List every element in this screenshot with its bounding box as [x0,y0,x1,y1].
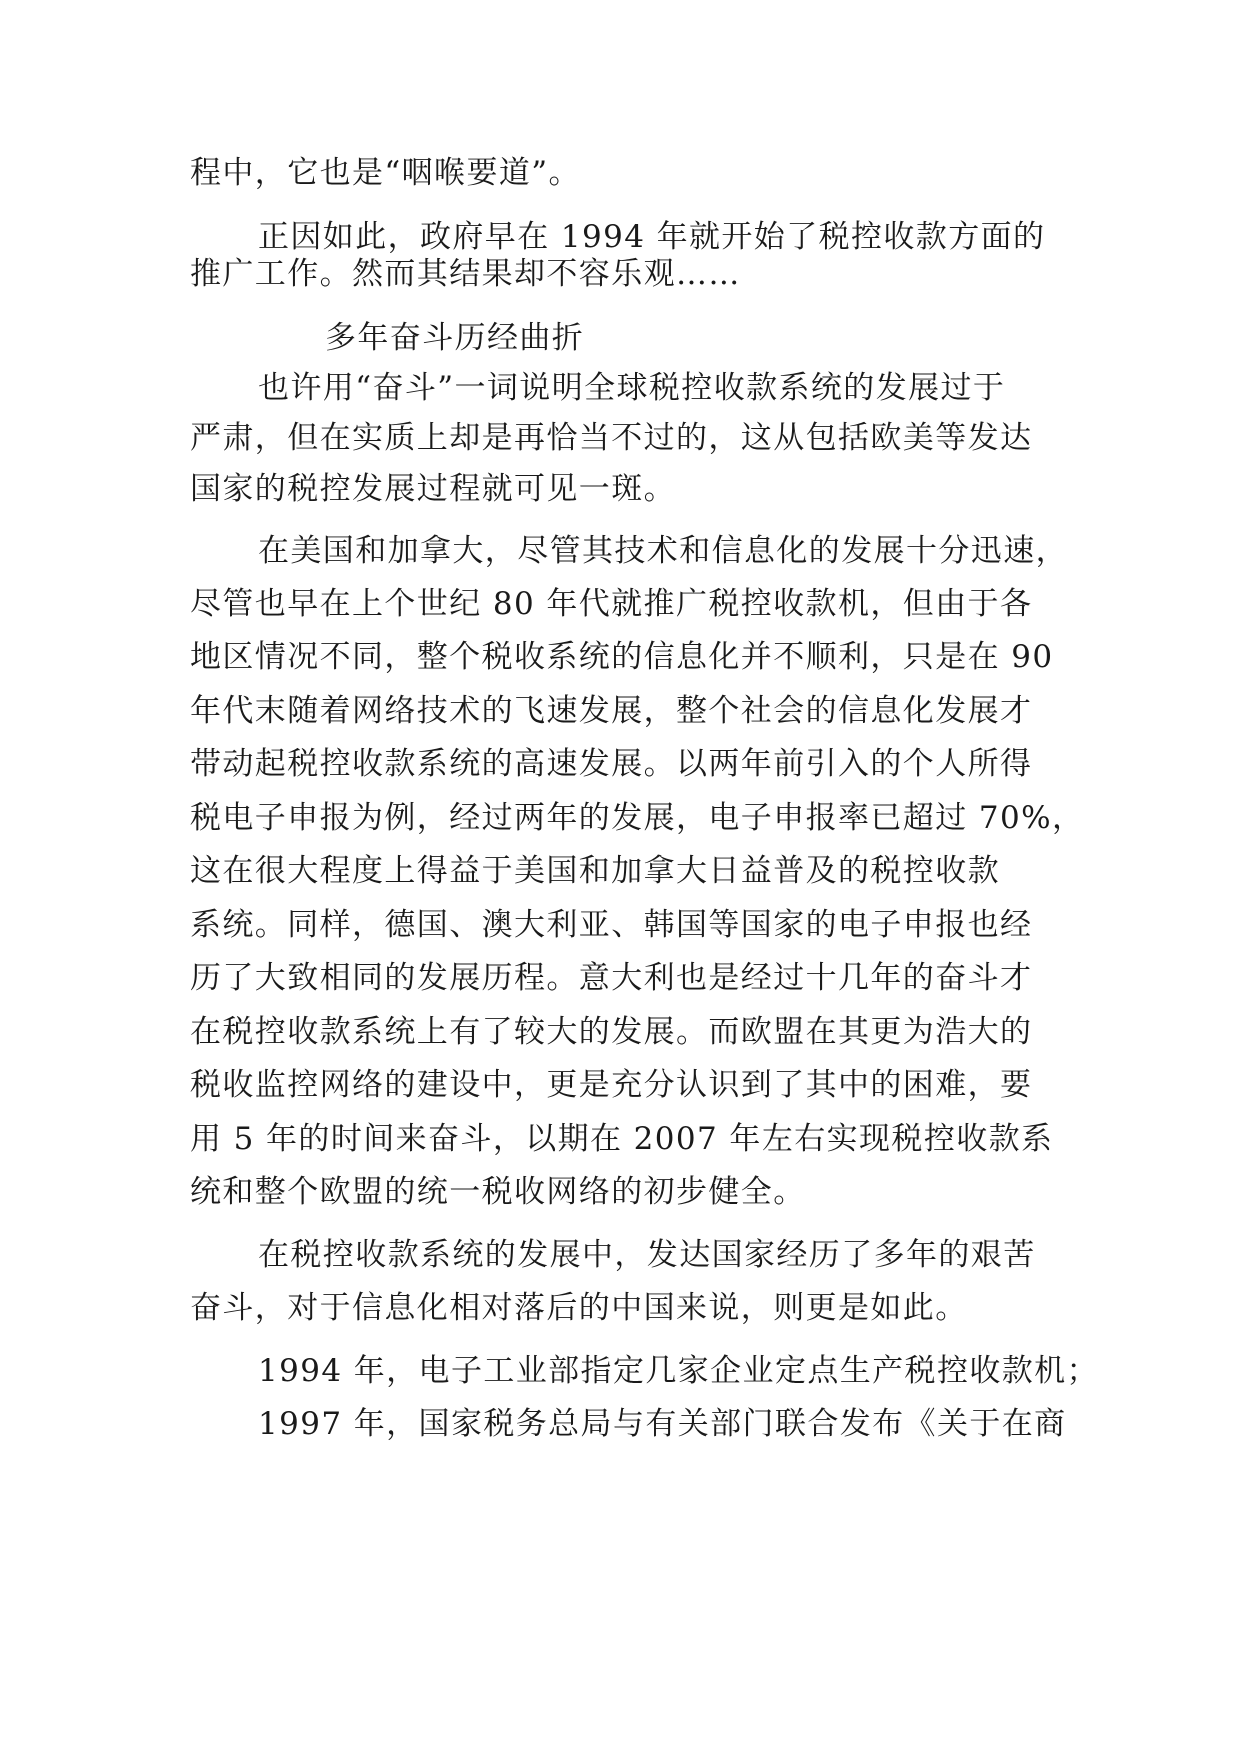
section-heading: 多年奋斗历经曲折 [325,320,585,356]
text-line: 用 5 年的时间来奋斗，以期在 2007 年左右实现税控收款系 [190,1121,1054,1157]
text-line: 国家的税控发展过程就可见一斑。 [190,471,676,507]
text-line: 年代末随着网络技术的飞速发展，整个社会的信息化发展才 [190,693,1033,729]
text-line: 税收监控网络的建设中，更是充分认识到了其中的困难，要 [190,1067,1033,1103]
text-line: 历了大致相同的发展历程。意大利也是经过十几年的奋斗才 [190,960,1033,996]
text-line: 也许用“奋斗”一词说明全球税控收款系统的发展过于 [258,370,1006,406]
text-line: 在税控收款系统上有了较大的发展。而欧盟在其更为浩大的 [190,1014,1033,1050]
text-line: 带动起税控收款系统的高速发展。以两年前引入的个人所得 [190,746,1033,782]
text-line: 正因如此，政府早在 1994 年就开始了税控收款方面的 [258,219,1046,255]
text-line: 系统。同样，德国、澳大利亚、韩国等国家的电子申报也经 [190,907,1033,943]
text-line: 地区情况不同，整个税收系统的信息化并不顺利，只是在 90 [190,639,1054,675]
text-line: 税电子申报为例，经过两年的发展，电子申报率已超过 70%， [190,800,1085,836]
text-line: 1994 年，电子工业部指定几家企业定点生产税控收款机； [258,1353,1099,1389]
text-line: 推广工作。然而其结果却不容乐观…… [190,256,741,292]
text-line: 奋斗，对于信息化相对落后的中国来说，则更是如此。 [190,1290,968,1326]
text-line: 尽管也早在上个世纪 80 年代就推广税控收款机，但由于各 [190,586,1033,622]
text-line: 在税控收款系统的发展中，发达国家经历了多年的艰苦 [258,1237,1036,1273]
text-line: 程中，它也是“咽喉要道”。 [190,155,581,191]
text-line: 严肃，但在实质上却是再恰当不过的，这从包括欧美等发达 [190,420,1033,456]
text-line: 1997 年，国家税务总局与有关部门联合发布《关于在商 [258,1406,1067,1442]
text-line: 统和整个欧盟的统一税收网络的初步健全。 [190,1174,806,1210]
text-line: 在美国和加拿大，尽管其技术和信息化的发展十分迅速， [258,533,1068,569]
text-line: 这在很大程度上得益于美国和加拿大日益普及的税控收款 [190,853,1000,889]
